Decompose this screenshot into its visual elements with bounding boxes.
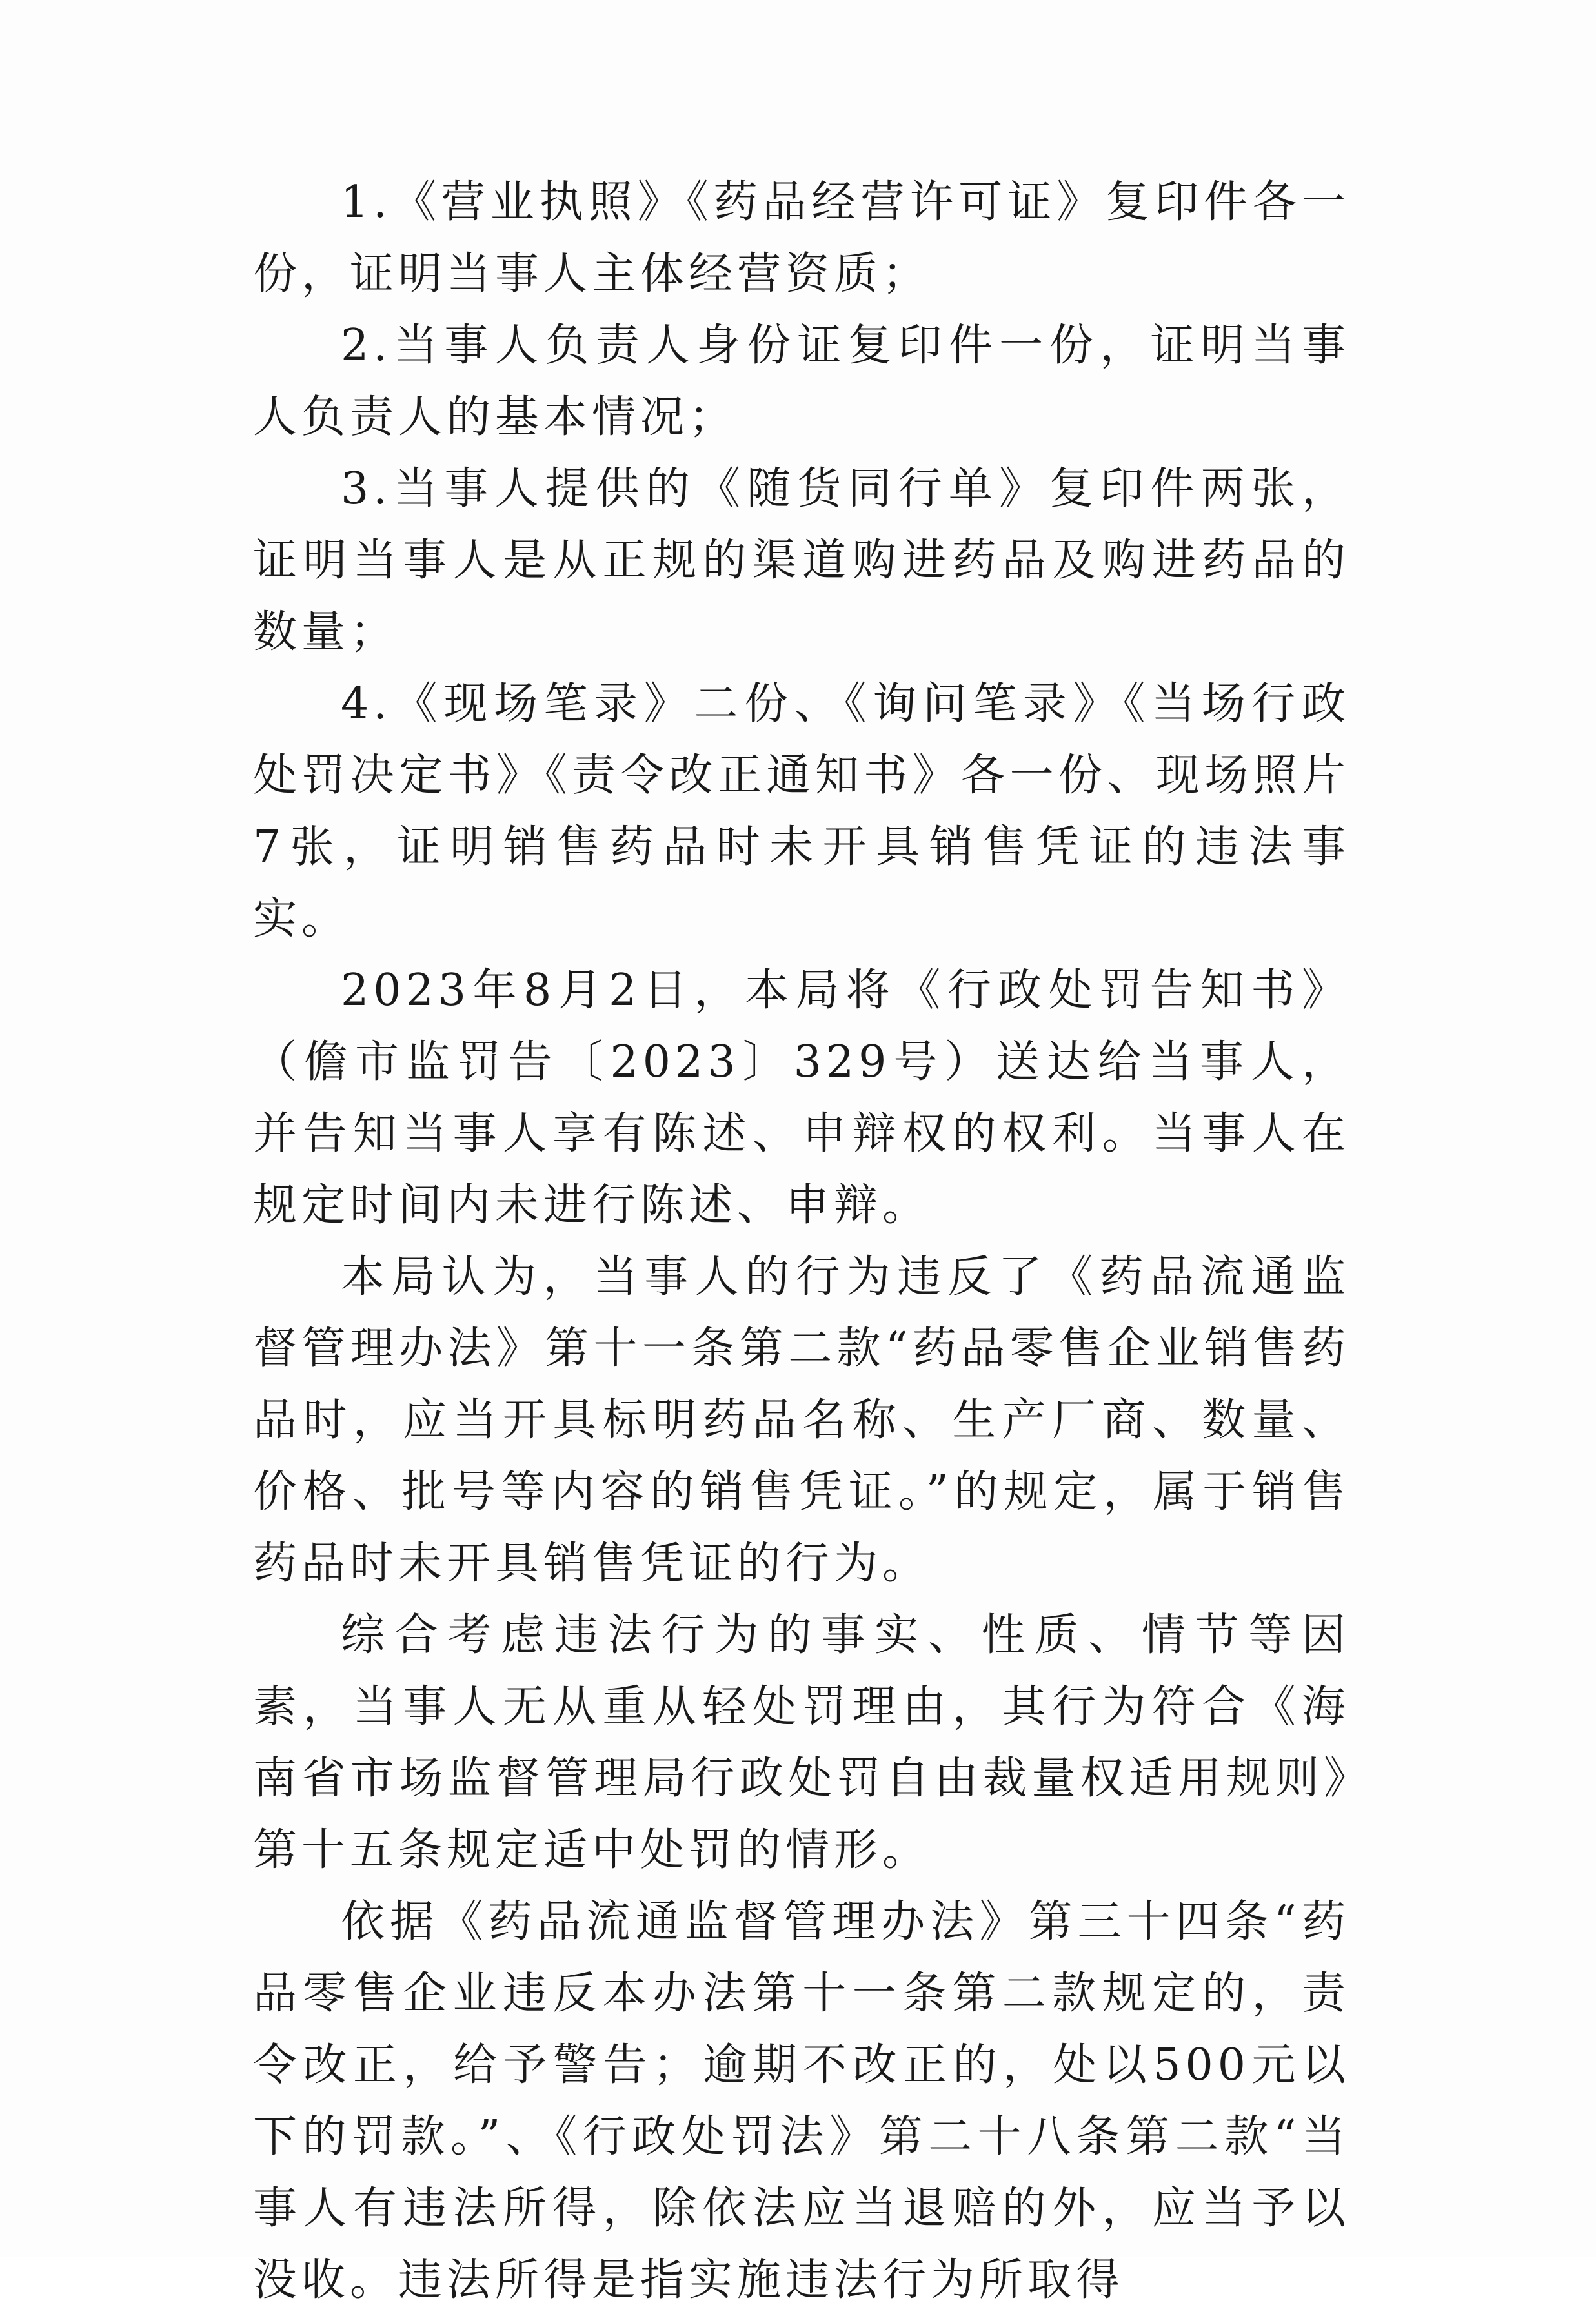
finding-paragraph: 本局认为，当事人的行为违反了《药品流通监督管理办法》第十一条第二款“药品零售企业销售药品时，应当开具标明药品名称、生产厂商、数量、价格、批号等内容的销售凭证。”的规定，属于销售药品时未开具销售凭证的行为。 <box>253 1252 1350 1589</box>
evidence-item-2: 2.当事人负责人身份证复印件一份，证明当事人负责人的基本情况； <box>253 320 1350 443</box>
evidence-item-1: 1.《营业执照》《药品经营许可证》复印件各一份，证明当事人主体经营资质； <box>253 177 1350 300</box>
legal-basis-paragraph: 依据《药品流通监督管理办法》第三十四条“药品零售企业违反本办法第十一条第二款规定的，责令改正，给予警告；逾期不改正的，处以500元以下的罚款。”、《行政处罚法》第二十八条第二款“当事人有违法所得，除依法应当退赔的外，应当予以没收。违法所得是指实施违法行为所取得 <box>253 1896 1350 2306</box>
consideration-paragraph: 综合考虑违法行为的事实、性质、情节等因素，当事人无从重从轻处罚理由，其行为符合《海南省市场监督管理局行政处罚自由裁量权适用规则》第十五条规定适中处罚的情形。 <box>253 1610 1350 1876</box>
evidence-item-3: 3.当事人提供的《随货同行单》复印件两张，证明当事人是从正规的渠道购进药品及购进药品的数量； <box>253 463 1350 658</box>
evidence-item-4: 4.《现场笔录》二份、《询问笔录》《当场行政处罚决定书》《责令改正通知书》各一份、现场照片7张，证明销售药品时未开具销售凭证的违法事实。 <box>253 678 1350 944</box>
document-body <box>253 167 1350 2316</box>
notice-paragraph: 2023年8月2日，本局将《行政处罚告知书》（儋市监罚告〔2023〕329号）送达给当事人，并告知当事人享有陈述、申辩权的权利。当事人在规定时间内未进行陈述、申辩。 <box>253 965 1350 1231</box>
